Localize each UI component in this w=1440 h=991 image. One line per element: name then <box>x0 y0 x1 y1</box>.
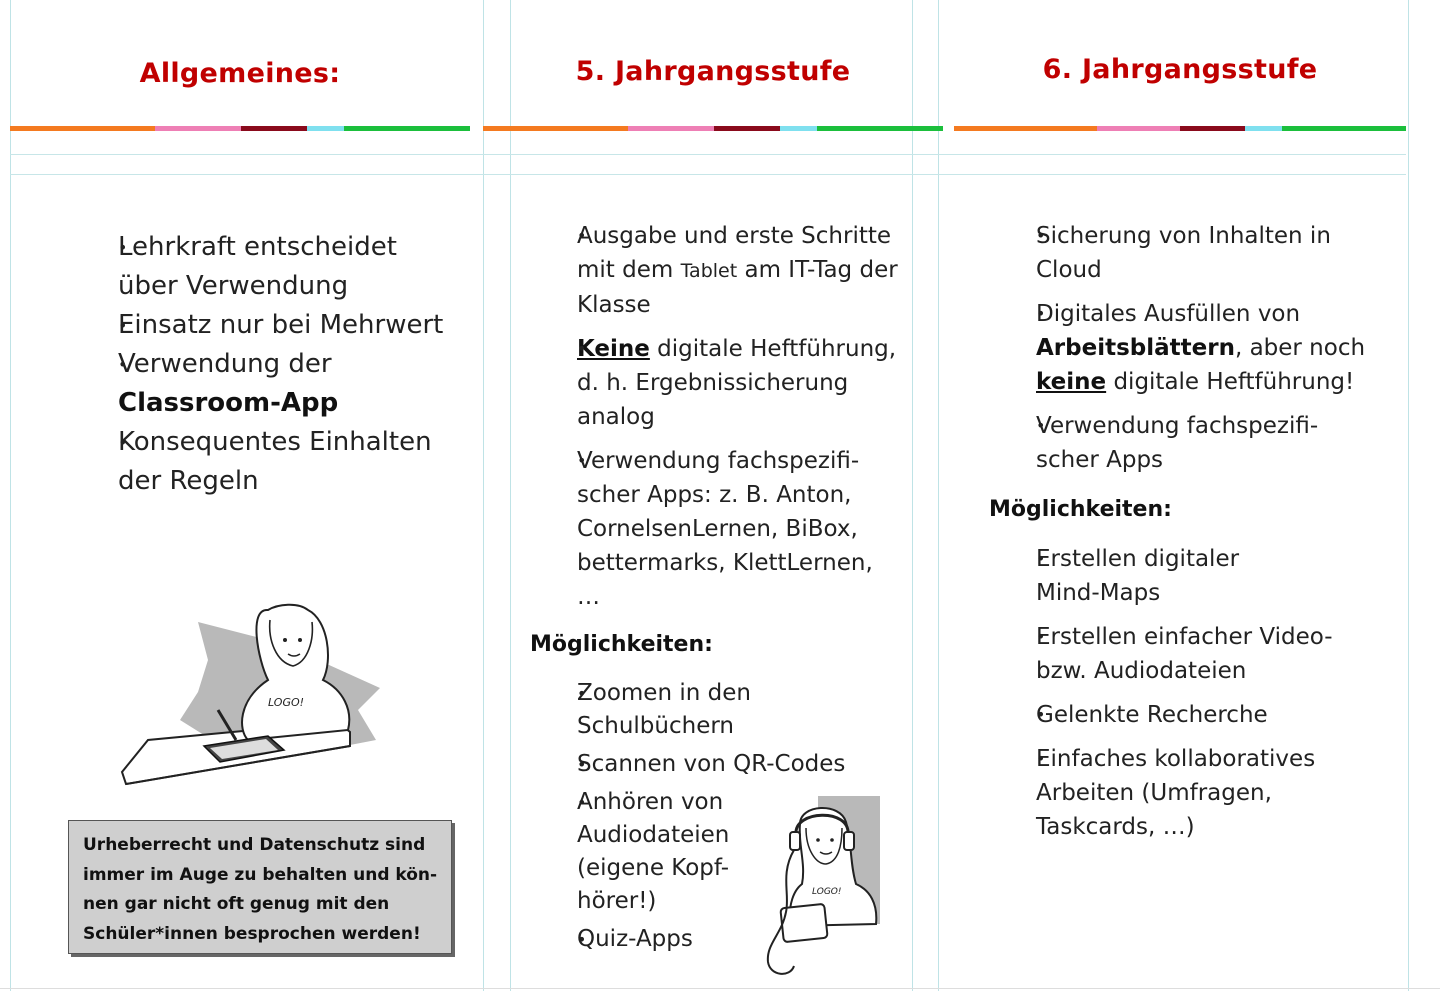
list-item: • Gelenkte Recherche <box>989 698 1329 732</box>
color-stripe <box>10 126 470 131</box>
list-item: • Konsequentes Einhalten der Regeln <box>70 423 450 501</box>
grade5-bullet-list <box>530 219 900 624</box>
privacy-notice-text: Urheberrecht und Datenschutz sind immer im Auge zu behalten und kön-nen gar nicht oft genug mit den Schüler*innen besprochen werden! <box>83 835 438 944</box>
student-headphones-illustration <box>760 794 885 980</box>
privacy-notice-box <box>68 820 452 954</box>
list-item: • Einsatz nur bei Mehrwert <box>70 306 450 345</box>
list-item: • Digitales Ausfüllen von Arbeitsblättern, aber noch keine digitale Heftführung! <box>989 297 1369 399</box>
column-title: 5. Jahrgangsstufe <box>575 56 851 87</box>
list-item: • Sicherung von Inhalten in Cloud <box>989 219 1336 287</box>
grade6-bullet-list <box>989 219 1369 487</box>
list-item: • Zoomen in den Schulbüchern <box>530 677 780 743</box>
general-bullet-list <box>70 228 450 501</box>
list-item: • Erstellen einfacher Video- bzw. Audiodateien <box>989 620 1336 688</box>
color-stripe <box>483 126 943 131</box>
grade6-options-list <box>989 542 1333 854</box>
list-item: • Ausgabe und erste Schritte mit dem Tablet am IT-Tag der Klasse <box>530 219 900 322</box>
list-item: • Quiz-Apps <box>530 923 780 956</box>
shirt-logo-text: LOGO! <box>812 887 842 897</box>
shirt-logo-text: LOGO! <box>268 696 305 709</box>
student-tablet-illustration <box>118 600 398 790</box>
list-item: • Lehrkraft entscheidet über Verwendung <box>70 228 450 306</box>
list-item: • Anhören von Audiodateien (eigene Kopf-hörer!) <box>530 786 757 918</box>
list-item: • Scannen von QR-Codes <box>530 748 917 781</box>
list-item: • Einfaches kollaboratives Arbeiten (Umfragen, Taskcards, …) <box>989 742 1326 844</box>
list-item: • Keine digitale Heftführung, d. h. Ergebnissicherung analog <box>530 332 900 434</box>
list-item: • Verwendung der Classroom-App <box>70 345 450 423</box>
color-stripe <box>954 126 1406 131</box>
list-item: • Verwendung fachspezifi-scher Apps <box>989 409 1356 477</box>
column-title: Allgemeines: <box>139 58 341 89</box>
guide-line <box>1408 0 1409 991</box>
options-subheading: Möglichkeiten: <box>530 632 713 657</box>
list-item: • Verwendung fachspezifi-scher Apps: z. B. Anton, CornelsenLernen, BiBox, bettermarks, KlettLernen, … <box>530 444 900 614</box>
column-title: 6. Jahrgangsstufe <box>1042 54 1318 85</box>
list-item: • Erstellen digitaler Mind-Maps <box>989 542 1266 610</box>
options-subheading: Möglichkeiten: <box>989 497 1172 522</box>
